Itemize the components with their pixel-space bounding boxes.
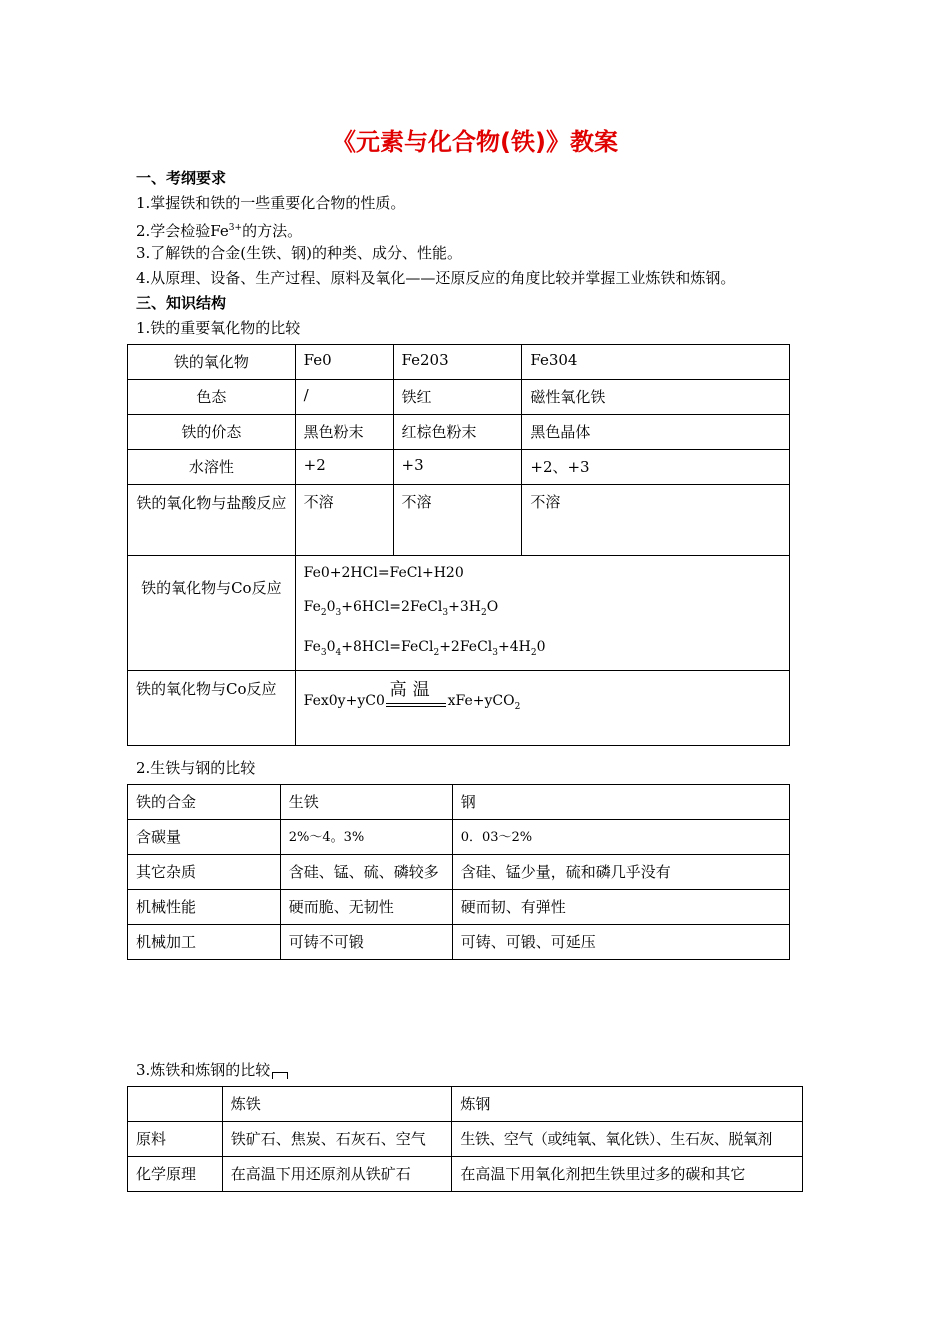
table-cell: 可铸不可锻	[280, 925, 452, 960]
requirement-item-2-tail: 的方法。	[242, 222, 303, 240]
table-cell: 硬而脆、无韧性	[280, 890, 452, 925]
table-cell: 机械加工	[128, 925, 281, 960]
table2-caption: 2.生铁与钢的比较	[136, 759, 256, 777]
document-title: 《元素与化合物(铁)》教案	[332, 128, 618, 156]
table-cell: 0．03～2%	[452, 820, 789, 855]
reaction-reactants: Fex0y+yC0	[303, 692, 385, 709]
reaction-condition: 高温	[389, 679, 436, 700]
table-cell: 炼钢	[452, 1087, 803, 1122]
table-cell: 含硅、锰少量，硫和磷几乎没有	[452, 855, 789, 890]
table-cell-equations	[295, 556, 789, 671]
iron-oxides-table	[127, 344, 790, 746]
table-row	[128, 1157, 803, 1192]
table-cell: Fe203	[393, 345, 522, 380]
pig-iron-steel-table	[127, 784, 790, 960]
table-row	[128, 855, 790, 890]
table-cell: +2、+3	[522, 450, 790, 485]
table-row	[128, 450, 790, 485]
reduction-equation	[304, 675, 781, 745]
table-row	[128, 820, 790, 855]
table-row	[128, 890, 790, 925]
table-cell: 化学原理	[128, 1157, 223, 1192]
table-cell: Fe0	[295, 345, 393, 380]
table-row	[128, 380, 790, 415]
table-cell: /	[295, 380, 393, 415]
table-cell: 钢	[452, 785, 789, 820]
requirement-item-2	[136, 218, 302, 241]
requirement-item-2-text: 2.学会检验Fe	[136, 222, 229, 240]
table-cell: 铁的合金	[128, 785, 281, 820]
table-cell: 可铸、可锻、可延压	[452, 925, 789, 960]
table-row	[128, 485, 790, 556]
requirement-item-4: 4.从原理、设备、生产过程、原料及氧化——还原反应的角度比较并掌握工业炼铁和炼钢。	[136, 269, 736, 287]
table3-caption	[136, 1060, 288, 1080]
table-cell: 色态	[128, 380, 296, 415]
table-cell: 含碳量	[128, 820, 281, 855]
table-cell: 黑色粉末	[295, 415, 393, 450]
table-row	[128, 925, 790, 960]
table-cell: 磁性氧化铁	[522, 380, 790, 415]
table-cell: +2	[295, 450, 393, 485]
table-row	[128, 785, 790, 820]
table-cell: 不溶	[295, 485, 393, 556]
table-cell: 含硅、锰、硫、磷较多	[280, 855, 452, 890]
table-cell: 铁的氧化物与Co反应	[128, 556, 296, 671]
table-row	[128, 1087, 803, 1122]
table-cell: 其它杂质	[128, 855, 281, 890]
table-cell: 铁的氧化物	[128, 345, 296, 380]
table-cell-reaction	[295, 670, 789, 745]
table-cell: 在高温下用氧化剂把生铁里过多的碳和其它	[452, 1157, 803, 1192]
reaction-arrow-line	[386, 703, 446, 704]
table-cell: 水溶性	[128, 450, 296, 485]
requirement-item-3: 3.了解铁的合金(生铁、钢)的种类、成分、性能。	[136, 244, 463, 262]
table-row	[128, 415, 790, 450]
table-cell: 铁的氧化物与Co反应	[128, 670, 296, 745]
table-cell: 生铁、空气（或纯氧、氧化铁）、生石灰、脱氧剂	[452, 1122, 803, 1157]
table-cell: 铁矿石、焦炭、石灰石、空气	[222, 1122, 452, 1157]
table-row	[128, 1122, 803, 1157]
equation-1: Fe0+2HCl=FeCl+H20	[303, 565, 464, 581]
table-cell: Fe304	[522, 345, 790, 380]
requirement-item-1: 1.掌握铁和铁的一些重要化合物的性质。	[136, 194, 406, 212]
table1-caption: 1.铁的重要氧化物的比较	[136, 319, 301, 337]
edit-mark-icon	[272, 1072, 288, 1079]
equation-2: $Fe_20_3+6HCl=2FeCl_3+3H_2O$	[303, 599, 499, 618]
table-row	[128, 556, 790, 671]
table-row	[128, 670, 790, 745]
table3-caption-text: 3.炼铁和炼钢的比较	[136, 1061, 271, 1079]
table-cell: 黑色晶体	[522, 415, 790, 450]
section-heading-structure: 三、知识结构	[136, 294, 227, 312]
table-cell: 铁的价态	[128, 415, 296, 450]
table-cell: 机械性能	[128, 890, 281, 925]
ironmaking-steelmaking-table	[127, 1086, 803, 1192]
table-cell: 炼铁	[222, 1087, 452, 1122]
ion-charge: 3+	[228, 223, 243, 233]
table-cell: 红棕色粉末	[393, 415, 522, 450]
section-heading-requirements: 一、考纲要求	[136, 169, 227, 187]
table-cell: 铁红	[393, 380, 522, 415]
table-cell: 2%～4。3%	[280, 820, 452, 855]
table-cell: 生铁	[280, 785, 452, 820]
table-cell	[128, 1087, 223, 1122]
table-cell: 不溶	[393, 485, 522, 556]
table-cell: 不溶	[522, 485, 790, 556]
table-cell: +3	[393, 450, 522, 485]
reaction-arrow-line	[386, 706, 446, 707]
reaction-products: xFe+yCO$_2$	[447, 692, 521, 712]
table-cell: 硬而韧、有弹性	[452, 890, 789, 925]
table-row	[128, 345, 790, 380]
table-cell: 原料	[128, 1122, 223, 1157]
equation-3: $Fe_30_4+8HCl=FeCl_2+2FeCl_3+4H_20$	[303, 638, 546, 658]
table-cell: 铁的氧化物与盐酸反应	[128, 485, 296, 556]
table-cell: 在高温下用还原剂从铁矿石	[222, 1157, 452, 1192]
